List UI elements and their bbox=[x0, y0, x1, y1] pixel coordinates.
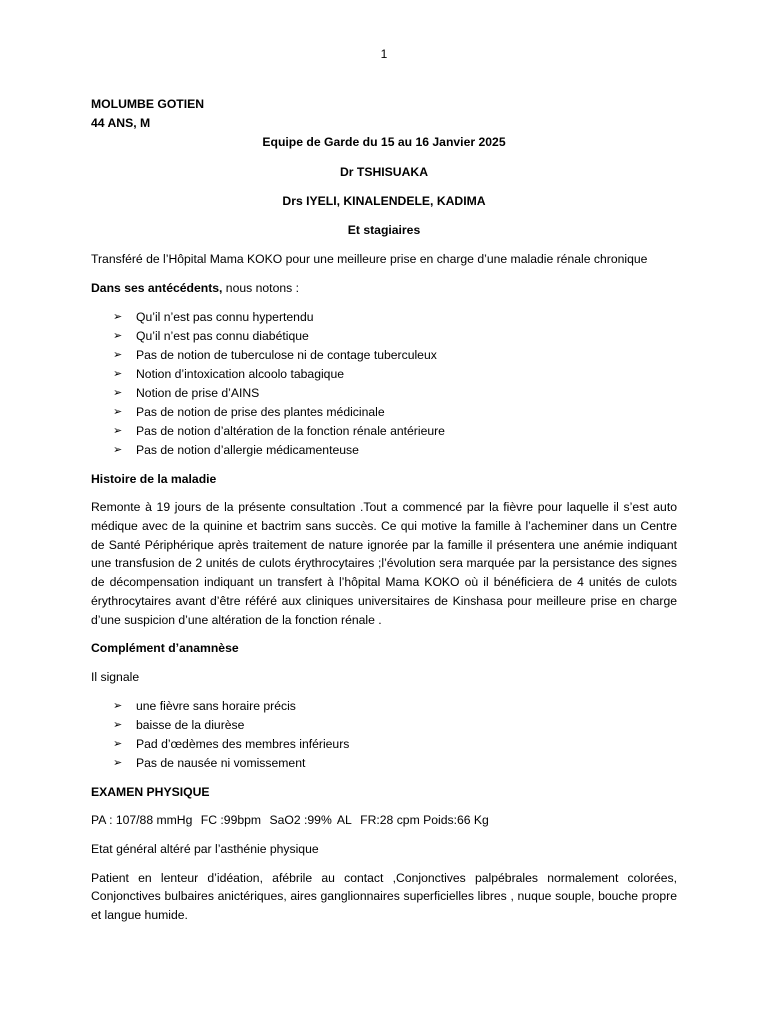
list-item bbox=[91, 384, 677, 403]
arrow-bullet-icon: ➢ bbox=[113, 367, 123, 380]
list-item bbox=[91, 735, 677, 754]
arrow-bullet-icon: ➢ bbox=[113, 348, 123, 361]
arrow-bullet-icon: ➢ bbox=[113, 756, 123, 769]
list-item-text: Pad d’œdèmes des membres inférieurs bbox=[136, 736, 350, 751]
vital-al: AL bbox=[336, 813, 352, 828]
arrow-bullet-icon: ➢ bbox=[113, 737, 123, 750]
complement-list bbox=[91, 697, 677, 773]
list-item-text: Notion de prise d’AINS bbox=[136, 385, 260, 400]
list-item-text: Pas de nausée ni vomissement bbox=[136, 755, 306, 770]
team-garde: Equipe de Garde du 15 au 16 Janvier 2025 bbox=[262, 135, 506, 150]
team-doctors: Drs IYELI, KINALENDELE, KADIMA bbox=[282, 193, 486, 208]
history-heading: Histoire de la maladie bbox=[91, 471, 217, 486]
arrow-bullet-icon: ➢ bbox=[113, 329, 123, 342]
complement-intro: Il signale bbox=[91, 669, 140, 684]
antecedents-heading bbox=[91, 279, 677, 298]
list-item bbox=[91, 422, 677, 441]
list-item-text: Pas de notion d’allergie médicamenteuse bbox=[136, 442, 359, 457]
team-chief: Dr TSHISUAKA bbox=[339, 164, 429, 179]
exam-heading: EXAMEN PHYSIQUE bbox=[91, 784, 210, 799]
list-item bbox=[91, 346, 677, 365]
arrow-bullet-icon: ➢ bbox=[113, 310, 123, 323]
list-item bbox=[91, 308, 677, 327]
list-item bbox=[91, 716, 677, 735]
arrow-bullet-icon: ➢ bbox=[113, 424, 123, 437]
list-item-text: une fièvre sans horaire précis bbox=[136, 698, 296, 713]
vital-sao2: SaO2 :99% bbox=[269, 813, 332, 828]
arrow-bullet-icon: ➢ bbox=[113, 405, 123, 418]
list-item-text: Pas de notion de tuberculose ni de contage tuberculeux bbox=[136, 347, 437, 362]
list-item bbox=[91, 365, 677, 384]
list-item-text: Pas de notion d’altération de la fonction rénale antérieure bbox=[136, 423, 445, 438]
team-interns: Et stagiaires bbox=[347, 223, 421, 238]
history-text: Remonte à 19 jours de la présente consultation .Tout a commencé par la fièvre pour laquelle il s’est auto médique avec de la quinine et bactrim sans succès. Ce qui motive la famille à l’acheminer dans un Centre de Santé Périphérique après traitement de nature ignorée par la famille il présentera une anémie indiquant une transfusion de 2 unités de culots érythrocytaires ;l’évolution sera marquée par la persistance des signes de décompensation indiquant un transfert à l’hôpital Mama KOKO où il bénéficiera de 4 unités de culots érythrocytaires avant d’être référé aux cliniques universitaires de Kinshasa pour meilleure prise en charge d’une suspicion d’une altération de la fonction rénale . bbox=[91, 500, 677, 627]
arrow-bullet-icon: ➢ bbox=[113, 386, 123, 399]
list-item bbox=[91, 403, 677, 422]
patient-age-sex: 44 ANS, M bbox=[91, 115, 151, 130]
list-item bbox=[91, 441, 677, 460]
vital-fr-poids: FR:28 cpm Poids:66 Kg bbox=[360, 813, 489, 828]
antecedents-label-rest: nous notons : bbox=[222, 280, 299, 295]
document-body bbox=[91, 95, 677, 935]
list-item-text: Notion d’intoxication alcoolo tabagique bbox=[136, 366, 345, 381]
vital-signs bbox=[91, 811, 677, 830]
exam-details: Patient en lenteur d’idéation, afébrile au contact ,Conjonctives palpébrales normalement colorées, Conjonctives bulbaires anictériques, aires ganglionnaires superficielles libres , nuque souple, bouche propre et langue humide. bbox=[91, 870, 677, 923]
list-item-text: Pas de notion de prise des plantes médicinale bbox=[136, 404, 385, 419]
list-item bbox=[91, 754, 677, 773]
antecedents-label-bold: Dans ses antécédents, bbox=[91, 280, 223, 295]
list-item-text: baisse de la diurèse bbox=[136, 717, 245, 732]
list-item-text: Qu’il n’est pas connu diabétique bbox=[136, 328, 309, 343]
arrow-bullet-icon: ➢ bbox=[113, 699, 123, 712]
general-state: Etat général altéré par l’asthénie physique bbox=[91, 842, 319, 857]
list-item-text: Qu’il n’est pas connu hypertendu bbox=[136, 309, 314, 324]
vital-pa: PA : 107/88 mmHg bbox=[91, 813, 193, 828]
transfer-statement: Transféré de l’Hôpital Mama KOKO pour une meilleure prise en charge d’une maladie rénale chronique bbox=[91, 252, 648, 267]
list-item bbox=[91, 327, 677, 346]
patient-name: MOLUMBE GOTIEN bbox=[91, 97, 205, 111]
arrow-bullet-icon: ➢ bbox=[113, 443, 123, 456]
antecedents-list bbox=[91, 308, 677, 460]
complement-heading: Complément d’anamnèse bbox=[91, 641, 239, 656]
page-number: 1 bbox=[380, 47, 388, 61]
arrow-bullet-icon: ➢ bbox=[113, 718, 123, 731]
list-item bbox=[91, 697, 677, 716]
vital-fc: FC :99bpm bbox=[200, 813, 262, 828]
